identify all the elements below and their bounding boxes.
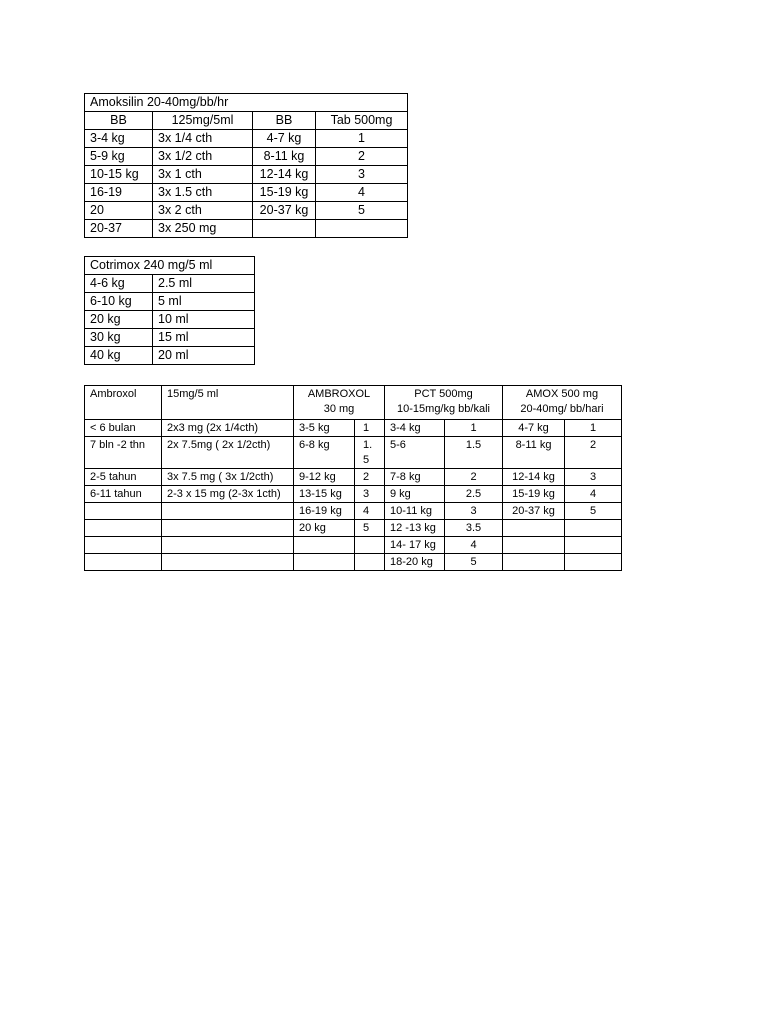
ambroxol-tab-header bbox=[294, 386, 385, 420]
table-cell: 3x 1.5 cth bbox=[153, 184, 253, 202]
table-cell: 2x 7.5mg ( 2x 1/2cth) bbox=[162, 437, 294, 469]
table-cell: 1 bbox=[565, 420, 622, 437]
table-row bbox=[85, 347, 255, 365]
table-title-row bbox=[85, 257, 255, 275]
table-cell: 20 bbox=[85, 202, 153, 220]
table-cell bbox=[294, 554, 355, 571]
table-cell: 9-12 kg bbox=[294, 469, 355, 486]
table-cell: 5 ml bbox=[153, 293, 255, 311]
table-cell: 12 -13 kg bbox=[385, 520, 445, 537]
table-cell: 2.5 ml bbox=[153, 275, 255, 293]
table-cell: 20-37 kg bbox=[253, 202, 316, 220]
table-cell: 6-10 kg bbox=[85, 293, 153, 311]
table-row bbox=[85, 520, 622, 537]
table-title-row bbox=[85, 94, 408, 112]
amox-header bbox=[503, 386, 622, 420]
table-cell bbox=[162, 554, 294, 571]
pct-header-line2: 10-15mg/kg bb/kali bbox=[397, 403, 490, 415]
table-cell: 3x 1 cth bbox=[153, 166, 253, 184]
table-cell bbox=[85, 520, 162, 537]
table-header-row bbox=[85, 112, 408, 130]
table-cell: 6-11 tahun bbox=[85, 486, 162, 503]
table-cell bbox=[316, 220, 408, 238]
table-row bbox=[85, 554, 622, 571]
table-cell: 2 bbox=[355, 469, 385, 486]
table-cell: 8-11 kg bbox=[253, 148, 316, 166]
table-cell: 3x 1/2 cth bbox=[153, 148, 253, 166]
table-cell bbox=[162, 537, 294, 554]
table-cell: 2 bbox=[445, 469, 503, 486]
table-cell: < 6 bulan bbox=[85, 420, 162, 437]
table-cell: 20-37 bbox=[85, 220, 153, 238]
table-cell: 1 bbox=[445, 420, 503, 437]
table-cell bbox=[162, 520, 294, 537]
table-row bbox=[85, 202, 408, 220]
table-row bbox=[85, 184, 408, 202]
table-cell bbox=[294, 537, 355, 554]
table-cell: 5-6 bbox=[385, 437, 445, 469]
table-cell: 3-5 kg bbox=[294, 420, 355, 437]
table-row bbox=[85, 166, 408, 184]
table-cell: 7 bln -2 thn bbox=[85, 437, 162, 469]
table-cell: 5 bbox=[316, 202, 408, 220]
table-cell bbox=[85, 537, 162, 554]
table-row bbox=[85, 329, 255, 347]
ambroxol-tab-header-line2: 30 mg bbox=[323, 403, 355, 415]
table-cell: 16-19 bbox=[85, 184, 153, 202]
table-cell: 3x 1/4 cth bbox=[153, 130, 253, 148]
table-cell: 14- 17 kg bbox=[385, 537, 445, 554]
table-row bbox=[85, 469, 622, 486]
table-cell bbox=[162, 503, 294, 520]
table-cell: 30 kg bbox=[85, 329, 153, 347]
table-cell: 2-3 x 15 mg (2-3x 1cth) bbox=[162, 486, 294, 503]
table-row bbox=[85, 503, 622, 520]
table-cell: 13-15 kg bbox=[294, 486, 355, 503]
table-cell bbox=[503, 520, 565, 537]
table-cell: 15-19 kg bbox=[503, 486, 565, 503]
table-cell: 3x 7.5 mg ( 3x 1/2cth) bbox=[162, 469, 294, 486]
column-header: BB bbox=[253, 112, 316, 130]
table-row bbox=[85, 486, 622, 503]
table-cell bbox=[85, 503, 162, 520]
table-cell bbox=[355, 554, 385, 571]
table-cell: 9 kg bbox=[385, 486, 445, 503]
table-cell: 4 bbox=[445, 537, 503, 554]
cotrimox-table bbox=[84, 256, 255, 365]
table-cell: 8-11 kg bbox=[503, 437, 565, 469]
table-cell: 4 bbox=[316, 184, 408, 202]
pct-header bbox=[385, 386, 503, 420]
table-cell: 3-4 kg bbox=[385, 420, 445, 437]
table-cell: 2.5 bbox=[445, 486, 503, 503]
table-cell bbox=[355, 537, 385, 554]
table-cell: 16-19 kg bbox=[294, 503, 355, 520]
table-cell: 3 bbox=[445, 503, 503, 520]
table-row bbox=[85, 437, 622, 469]
table-cell: 3 bbox=[355, 486, 385, 503]
table-cell: 1 bbox=[316, 130, 408, 148]
table-cell: 3-4 kg bbox=[85, 130, 153, 148]
table-cell: 4-7 kg bbox=[503, 420, 565, 437]
combined-dosage-table bbox=[84, 385, 622, 571]
table-cell: 2 bbox=[565, 437, 622, 469]
table-cell: 5-9 kg bbox=[85, 148, 153, 166]
table-cell: 18-20 kg bbox=[385, 554, 445, 571]
table-cell: 3x 250 mg bbox=[153, 220, 253, 238]
table-cell bbox=[503, 537, 565, 554]
table-cell: 4 bbox=[565, 486, 622, 503]
table-row bbox=[85, 220, 408, 238]
table-cell: 12-14 kg bbox=[503, 469, 565, 486]
table-cell: 5 bbox=[565, 503, 622, 520]
table-cell: 12-14 kg bbox=[253, 166, 316, 184]
table-row bbox=[85, 420, 622, 437]
table-cell: 15-19 kg bbox=[253, 184, 316, 202]
column-header: BB bbox=[85, 112, 153, 130]
table-cell: 10 ml bbox=[153, 311, 255, 329]
table-row bbox=[85, 537, 622, 554]
table-row bbox=[85, 311, 255, 329]
table-cell: 2x3 mg (2x 1/4cth) bbox=[162, 420, 294, 437]
table-cell: 10-11 kg bbox=[385, 503, 445, 520]
table-cell: 7-8 kg bbox=[385, 469, 445, 486]
table-row bbox=[85, 130, 408, 148]
table-cell: 10-15 kg bbox=[85, 166, 153, 184]
table-row bbox=[85, 275, 255, 293]
amox-header-line1: AMOX 500 mg bbox=[525, 388, 599, 400]
table-cell: 20-37 kg bbox=[503, 503, 565, 520]
table-cell: 40 kg bbox=[85, 347, 153, 365]
table-cell: 20 kg bbox=[85, 311, 153, 329]
table-row bbox=[85, 293, 255, 311]
table-cell: 3x 2 cth bbox=[153, 202, 253, 220]
table-header-row bbox=[85, 386, 622, 420]
table-cell: 20 ml bbox=[153, 347, 255, 365]
table-row bbox=[85, 148, 408, 166]
table-cell: 1. 5 bbox=[355, 437, 385, 469]
table-cell: 4 bbox=[355, 503, 385, 520]
table-cell: 3 bbox=[565, 469, 622, 486]
amoksilin-title: Amoksilin 20-40mg/bb/hr bbox=[85, 94, 408, 112]
table-cell bbox=[253, 220, 316, 238]
table-cell: 2-5 tahun bbox=[85, 469, 162, 486]
table-cell: 20 kg bbox=[294, 520, 355, 537]
ambroxol-tab-header-line1: AMBROXOL bbox=[307, 388, 371, 400]
table-cell: 1 bbox=[355, 420, 385, 437]
table-cell: 4-6 kg bbox=[85, 275, 153, 293]
table-cell: 6-8 kg bbox=[294, 437, 355, 469]
syrup-header: 15mg/5 ml bbox=[162, 386, 294, 420]
table-cell bbox=[565, 537, 622, 554]
table-cell: 4-7 kg bbox=[253, 130, 316, 148]
column-header: Tab 500mg bbox=[316, 112, 408, 130]
table-cell bbox=[85, 554, 162, 571]
table-cell bbox=[503, 554, 565, 571]
pct-header-line1: PCT 500mg bbox=[414, 388, 473, 400]
amox-header-line2: 20-40mg/ bb/hari bbox=[520, 403, 604, 415]
table-cell: 3 bbox=[316, 166, 408, 184]
table-cell: 3.5 bbox=[445, 520, 503, 537]
cotrimox-title: Cotrimox 240 mg/5 ml bbox=[85, 257, 255, 275]
column-header: 125mg/5ml bbox=[153, 112, 253, 130]
table-cell: 2 bbox=[316, 148, 408, 166]
amoksilin-table bbox=[84, 93, 408, 238]
table-cell bbox=[565, 554, 622, 571]
table-cell: 15 ml bbox=[153, 329, 255, 347]
table-cell: 5 bbox=[445, 554, 503, 571]
ambroxol-header: Ambroxol bbox=[85, 386, 162, 420]
table-cell: 1.5 bbox=[445, 437, 503, 469]
table-cell: 5 bbox=[355, 520, 385, 537]
table-cell bbox=[565, 520, 622, 537]
